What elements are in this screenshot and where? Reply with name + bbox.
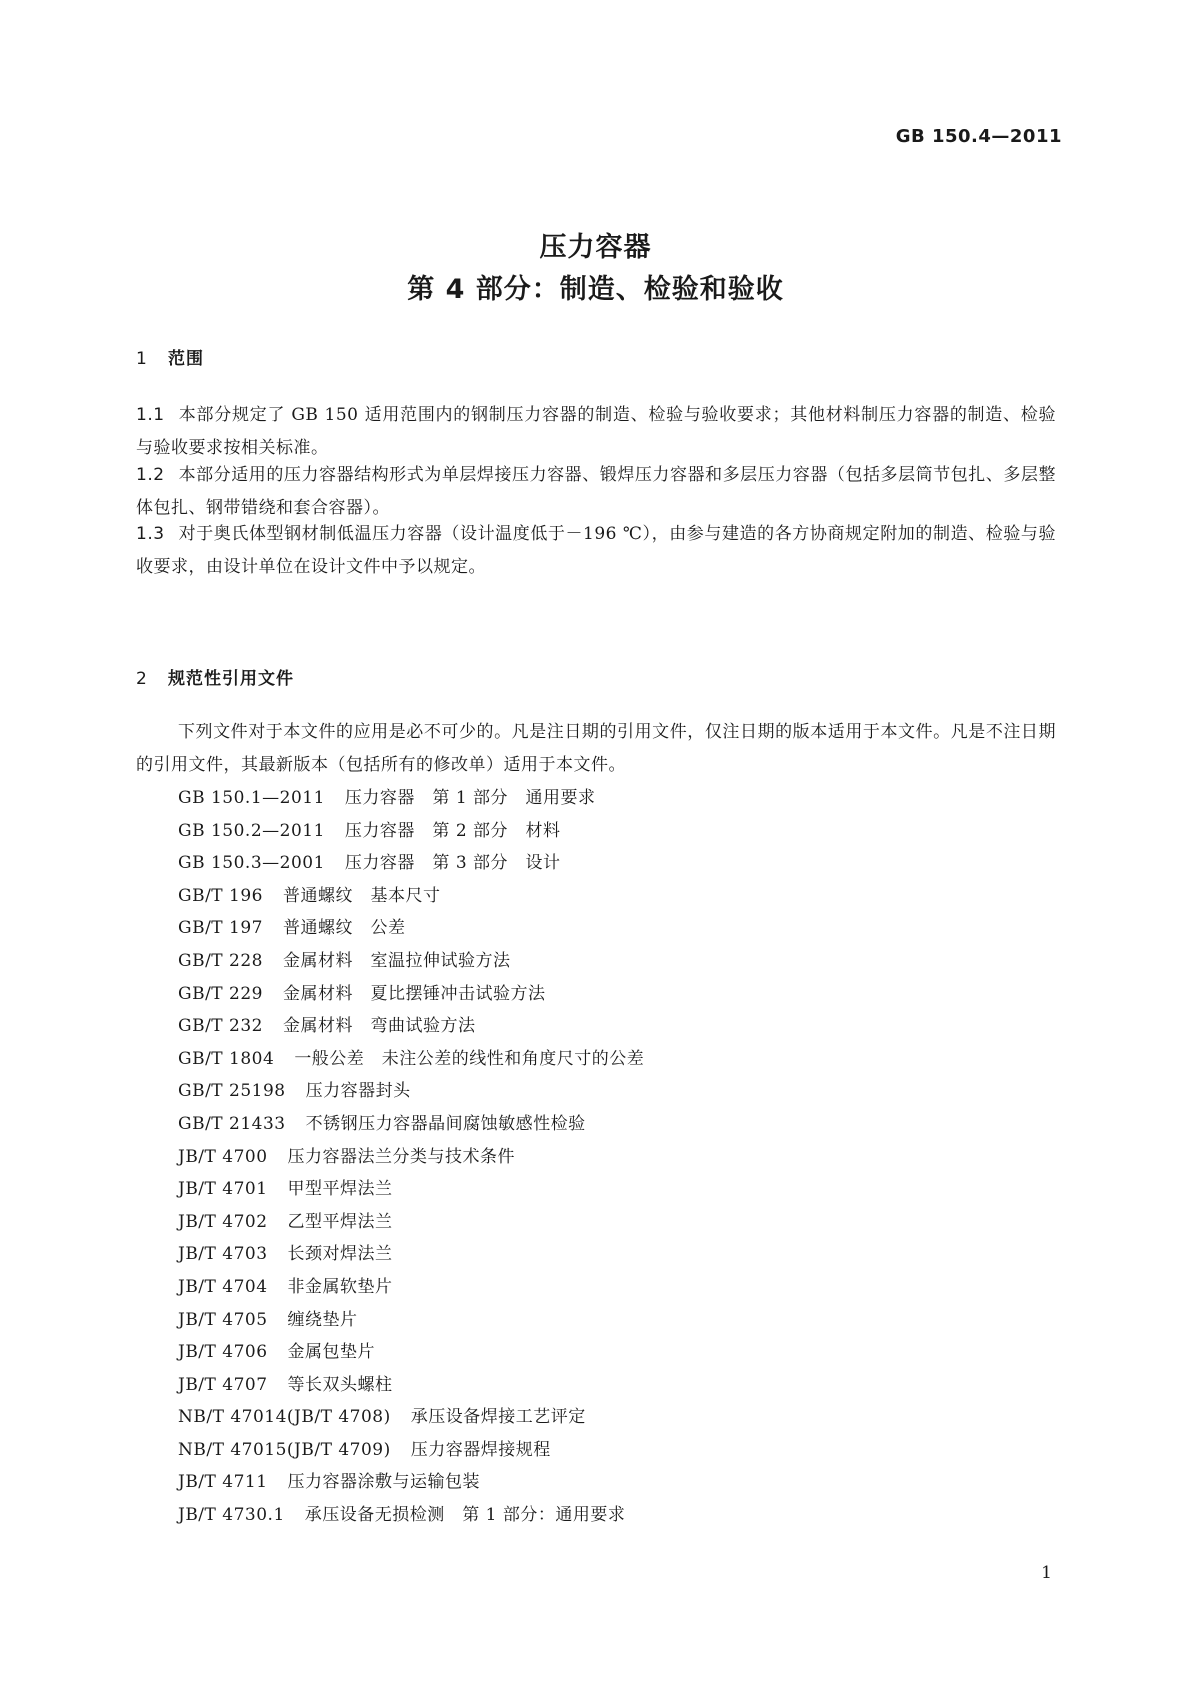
reference-item — [178, 880, 644, 913]
reference-item — [178, 1141, 644, 1174]
reference-code: JB/T 4730.1 — [178, 1505, 285, 1526]
clause-1-2 — [136, 459, 1056, 525]
reference-item — [178, 782, 644, 815]
page-number: 1 — [1041, 1563, 1052, 1583]
reference-title: 压力容器封头 — [305, 1081, 411, 1102]
reference-item — [178, 815, 644, 848]
reference-code: GB/T 228 — [178, 950, 263, 971]
reference-title: 乙型平焊法兰 — [287, 1211, 393, 1232]
reference-item — [178, 1043, 644, 1076]
reference-title: 金属包垫片 — [287, 1342, 376, 1363]
reference-title: 压力容器焊接规程 — [410, 1439, 551, 1460]
reference-title: 承压设备无损检测 第 1 部分：通用要求 — [304, 1505, 626, 1526]
reference-title: 压力容器 第 1 部分 通用要求 — [344, 788, 596, 808]
reference-title: 非金属软垫片 — [287, 1276, 393, 1297]
clause-number: 1.1 — [136, 405, 165, 425]
reference-code: GB 150.2—2011 — [178, 820, 325, 841]
reference-code: NB/T 47014(JB/T 4708) — [178, 1407, 391, 1428]
reference-item — [178, 1206, 644, 1239]
reference-item — [178, 1075, 644, 1108]
reference-code: JB/T 4705 — [178, 1309, 268, 1330]
reference-code: GB/T 25198 — [178, 1081, 286, 1102]
reference-title: 金属材料 室温拉伸试验方法 — [283, 950, 511, 971]
reference-code: GB 150.1—2011 — [178, 788, 325, 808]
reference-code: GB/T 229 — [178, 983, 263, 1004]
reference-code: NB/T 47015(JB/T 4709) — [178, 1439, 391, 1460]
reference-item — [178, 847, 644, 880]
section-title: 规范性引用文件 — [168, 669, 294, 689]
section-heading-normative-references — [136, 664, 294, 689]
reference-code: JB/T 4711 — [178, 1472, 268, 1493]
clause-number: 1.2 — [136, 465, 165, 485]
reference-code: GB/T 196 — [178, 885, 263, 906]
reference-title: 金属材料 弯曲试验方法 — [283, 1016, 476, 1037]
reference-code: JB/T 4707 — [178, 1374, 268, 1395]
section-title: 范围 — [168, 349, 204, 369]
reference-title: 承压设备焊接工艺评定 — [410, 1407, 586, 1428]
references-intro: 下列文件对于本文件的应用是必不可少的。凡是注日期的引用文件，仅注日期的版本适用于本文件。凡是不注日期的引用文件，其最新版本（包括所有的修改单）适用于本文件。 — [136, 722, 1056, 775]
reference-item — [178, 1271, 644, 1304]
reference-title: 甲型平焊法兰 — [287, 1179, 393, 1200]
title-main: 压力容器 — [539, 232, 652, 263]
reference-code: GB 150.3—2001 — [178, 853, 325, 874]
reference-list — [178, 782, 644, 1532]
reference-item — [178, 945, 644, 978]
reference-code: JB/T 4700 — [178, 1146, 268, 1167]
clause-number: 1.3 — [136, 524, 165, 544]
clause-1-3 — [136, 518, 1056, 584]
title-subtitle: 第 4 部分：制造、检验和验收 — [407, 274, 784, 305]
reference-title: 缠绕垫片 — [287, 1309, 358, 1330]
reference-title: 长颈对焊法兰 — [287, 1244, 393, 1265]
section-number: 2 — [136, 669, 148, 689]
reference-item — [178, 1238, 644, 1271]
reference-item — [178, 1434, 644, 1467]
reference-item — [178, 1173, 644, 1206]
clause-text: 对于奥氏体型钢材制低温压力容器（设计温度低于－196 ℃），由参与建造的各方协商规定附加的制造、检验与验收要求，由设计单位在设计文件中予以规定。 — [136, 524, 1056, 577]
reference-title: 等长双头螺柱 — [287, 1374, 393, 1395]
clause-1-1 — [136, 399, 1056, 465]
reference-title: 压力容器法兰分类与技术条件 — [287, 1146, 516, 1167]
document-title — [0, 228, 1191, 312]
reference-item — [178, 1336, 644, 1369]
reference-code: JB/T 4704 — [178, 1276, 268, 1297]
reference-code: JB/T 4703 — [178, 1244, 268, 1265]
reference-item — [178, 1304, 644, 1337]
reference-title: 不锈钢压力容器晶间腐蚀敏感性检验 — [305, 1113, 586, 1134]
reference-code: JB/T 4706 — [178, 1342, 268, 1363]
reference-code: GB/T 197 — [178, 918, 263, 939]
reference-code: GB/T 1804 — [178, 1048, 275, 1069]
reference-title: 普通螺纹 公差 — [283, 918, 406, 939]
reference-item — [178, 1499, 644, 1532]
reference-item — [178, 1369, 644, 1402]
reference-item — [178, 1010, 644, 1043]
reference-code: JB/T 4702 — [178, 1211, 268, 1232]
reference-code: GB/T 232 — [178, 1016, 263, 1037]
reference-item — [178, 1466, 644, 1499]
reference-item — [178, 1108, 644, 1141]
section-number: 1 — [136, 349, 148, 369]
reference-code: GB/T 21433 — [178, 1113, 286, 1134]
clause-text: 本部分适用的压力容器结构形式为单层焊接压力容器、锻焊压力容器和多层压力容器（包括多层筒节包扎、多层整体包扎、钢带错绕和套合容器）。 — [136, 465, 1056, 518]
section-heading-scope — [136, 344, 204, 369]
reference-item — [178, 1401, 644, 1434]
reference-item — [178, 978, 644, 1011]
reference-title: 压力容器 第 3 部分 设计 — [344, 853, 561, 874]
reference-title: 压力容器 第 2 部分 材料 — [344, 820, 561, 841]
reference-title: 压力容器涂敷与运输包装 — [287, 1472, 481, 1493]
reference-title: 普通螺纹 基本尺寸 — [283, 885, 441, 906]
reference-title: 金属材料 夏比摆锤冲击试验方法 — [283, 983, 546, 1004]
standard-number: GB 150.4—2011 — [895, 126, 1062, 147]
reference-code: JB/T 4701 — [178, 1179, 268, 1200]
clause-text: 本部分规定了 GB 150 适用范围内的钢制压力容器的制造、检验与验收要求；其他材料制压力容器的制造、检验与验收要求按相关标准。 — [136, 405, 1056, 458]
reference-item — [178, 912, 644, 945]
reference-title: 一般公差 未注公差的线性和角度尺寸的公差 — [294, 1048, 645, 1069]
